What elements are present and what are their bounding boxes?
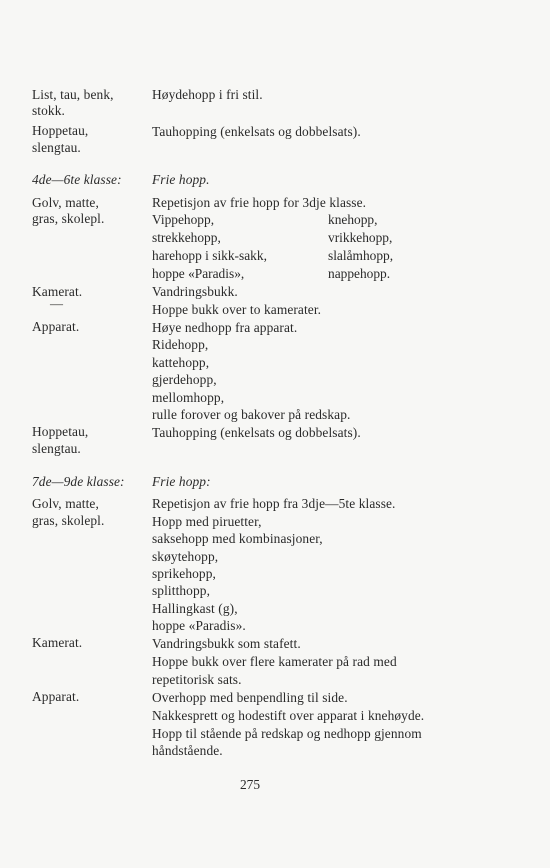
exercise-line: Hoppe bukk over to kamerater.	[152, 302, 322, 317]
exercise-line: Repetisjon av frie hopp fra 3dje—5te klasse.	[152, 496, 396, 511]
exercise-line: repetitorisk sats.	[152, 672, 242, 687]
exercise-line: skøytehopp,	[152, 549, 219, 564]
exercise-line: Nakkesprett og hodestift over apparat i knehøyde.	[152, 708, 425, 723]
exercise-line: Tauhopping (enkelsats og dobbelsats).	[152, 425, 361, 440]
left-label: slengtau.	[32, 441, 81, 456]
exercise-line: kattehopp,	[152, 355, 210, 370]
exercise-line: Vandringsbukk som stafett.	[152, 636, 301, 651]
left-label: gras, skolepl.	[32, 513, 105, 528]
exercise-line: gjerdehopp,	[152, 372, 217, 387]
exercise-line: Høydehopp i fri stil.	[152, 87, 263, 102]
exercise-line: mellomhopp,	[152, 390, 225, 405]
exercise-line: Tauhopping (enkelsats og dobbelsats).	[152, 124, 361, 139]
left-label: List, tau, benk,	[32, 87, 114, 102]
left-label: Golv, matte,	[32, 195, 99, 210]
subsection-heading: Frie hopp:	[152, 474, 211, 489]
exercise-line: Høye nedhopp fra apparat.	[152, 320, 298, 335]
exercise-item: strekkehopp,	[152, 230, 221, 245]
exercise-line: Hoppe bukk over flere kamerater på rad med	[152, 654, 397, 669]
left-label: Apparat.	[32, 319, 80, 334]
exercise-line: hoppe «Paradis».	[152, 618, 246, 633]
left-label: Kamerat.	[32, 284, 83, 299]
exercise-item: knehopp,	[328, 212, 378, 227]
exercise-line: Repetisjon av frie hopp for 3dje klasse.	[152, 195, 367, 210]
exercise-item: Vippehopp,	[152, 212, 215, 227]
left-label: Kamerat.	[32, 635, 83, 650]
exercise-line: Ridehopp,	[152, 337, 209, 352]
exercise-line: Hopp til stående på redskap og nedhopp gjennom	[152, 726, 422, 741]
exercise-line: Hopp med piruetter,	[152, 514, 262, 529]
exercise-line: håndstående.	[152, 743, 223, 758]
subsection-heading: Frie hopp.	[152, 172, 210, 187]
exercise-line: saksehopp med kombinasjoner,	[152, 531, 323, 546]
left-label: Golv, matte,	[32, 496, 99, 511]
left-label: stokk.	[32, 103, 65, 118]
exercise-item: hoppe «Paradis»,	[152, 266, 245, 281]
exercise-line: sprikehopp,	[152, 566, 216, 581]
section-heading: 7de—9de klasse:	[32, 474, 125, 489]
left-label: Hoppetau,	[32, 424, 89, 439]
exercise-item: harehopp i sikk-sakk,	[152, 248, 267, 263]
exercise-line: Hallingkast (g),	[152, 601, 238, 616]
left-label: Apparat.	[32, 689, 80, 704]
section-heading: 4de—6te klasse:	[32, 172, 122, 187]
left-label: slengtau.	[32, 140, 81, 155]
exercise-item: nappehopp.	[328, 266, 391, 281]
exercise-line: Vandringsbukk.	[152, 284, 238, 299]
left-label: gras, skolepl.	[32, 211, 105, 226]
page-number: 275	[239, 777, 261, 792]
exercise-line: rulle forover og bakover på redskap.	[152, 407, 351, 422]
exercise-item: slalåmhopp,	[328, 248, 394, 263]
exercise-line: Overhopp med benpendling til side.	[152, 690, 348, 705]
dash-separator: —	[50, 296, 63, 311]
exercise-line: splitthopp,	[152, 583, 211, 598]
exercise-item: vrikkehopp,	[328, 230, 393, 245]
left-label: Hoppetau,	[32, 123, 89, 138]
